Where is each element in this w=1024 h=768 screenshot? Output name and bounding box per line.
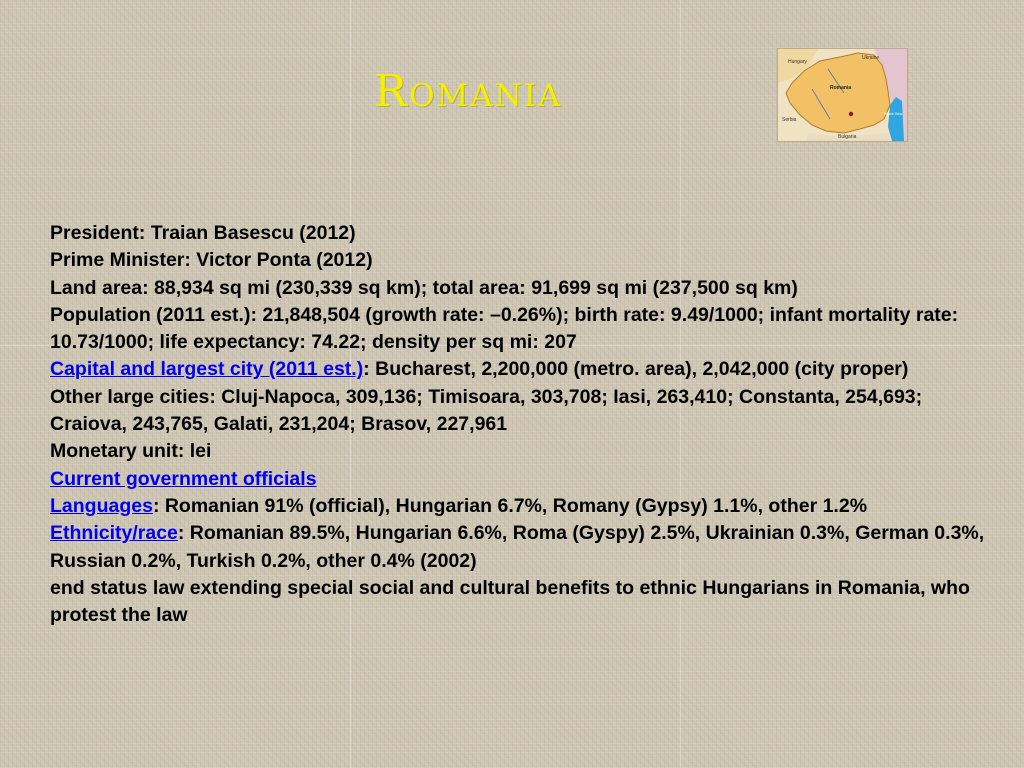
- languages-line: [50, 493, 990, 520]
- capital-line: [50, 356, 990, 383]
- land-area-line: Land area: 88,934 sq mi (230,339 sq km); total area: 91,699 sq mi (237,500 sq km): [50, 276, 798, 299]
- languages-text: : Romanian 91% (official), Hungarian 6.7%, Romany (Gypsy) 1.1%, other 1.2%: [152, 494, 868, 517]
- country-facts: [50, 220, 990, 629]
- map-label-hungary: Hungary: [788, 59, 807, 65]
- map-label-romania: Romania: [830, 85, 852, 91]
- map-graphic: [778, 49, 907, 141]
- romania-map: [777, 48, 908, 142]
- map-label-bulgaria: Bulgaria: [838, 134, 857, 140]
- prime-minister-line: Prime Minister: Victor Ponta (2012): [50, 249, 373, 272]
- languages-link[interactable]: Languages: [50, 494, 153, 517]
- ethnicity-line: [50, 520, 990, 575]
- capital-marker-icon: [849, 112, 853, 116]
- capital-link[interactable]: Capital and largest city (2011 est.): [50, 358, 364, 381]
- status-law-line: end status law extending special social and cultural benefits to ethnic Hungarians in Romania, who protest the law: [50, 576, 970, 627]
- officials-line: [50, 466, 990, 493]
- map-label-ukraine: Ukraine: [862, 55, 880, 61]
- population-line: Population (2011 est.): 21,848,504 (growth rate: –0.26%); birth rate: 9.49/1000; infant mortality rate: 10.73/1000; life expectancy: 74.22; density per sq mi: 207: [50, 303, 959, 354]
- ethnicity-link[interactable]: Ethnicity/race: [50, 522, 178, 545]
- other-cities-line: Other large cities: Cluj-Napoca, 309,136; Timisoara, 303,708; Iasi, 263,410; Constanta, 254,693; Craiova, 243,765, Galati, 231,204; Brasov, 227,961: [50, 385, 923, 436]
- monetary-unit-line: Monetary unit: lei: [50, 440, 212, 463]
- ethnicity-text: : Romanian 89.5%, Hungarian 6.6%, Roma (Gyspy) 2.5%, Ukrainian 0.3%, German 0.3%, Russian 0.2%, Turkish 0.2%, other 0.4% (2002): [50, 522, 985, 572]
- map-label-black-sea: Black Sea: [884, 111, 903, 116]
- slide-title: Romania: [374, 66, 563, 117]
- capital-text: : Bucharest, 2,200,000 (metro. area), 2,042,000 (city proper): [363, 358, 909, 381]
- president-line: President: Traian Basescu (2012): [50, 222, 356, 244]
- map-label-serbia: Serbia: [782, 117, 797, 123]
- government-officials-link[interactable]: Current government officials: [50, 467, 317, 490]
